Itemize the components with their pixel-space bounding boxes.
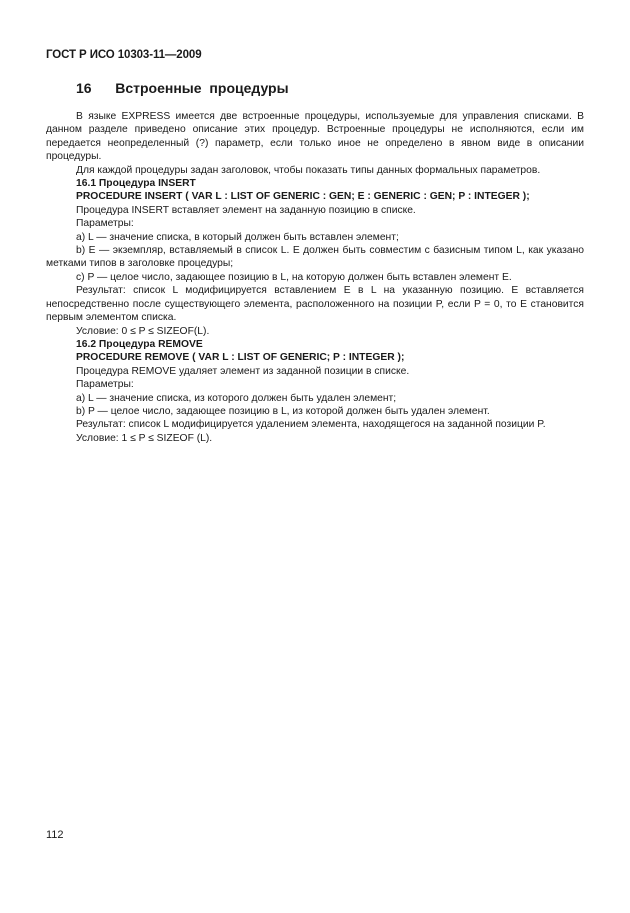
insert-result: Результат: список L модифицируется вставлением E в L на указанную позицию. E вставляется непосредственно после существующего элемента, расположенного на позиции P, если P = 0, то E становится первым элементом списка. xyxy=(46,285,584,324)
document-body xyxy=(46,110,584,445)
section-number: 16 xyxy=(76,80,92,96)
section-title xyxy=(76,80,289,96)
document-header: ГОСТ Р ИСО 10303-11—2009 xyxy=(46,49,202,61)
insert-param-b: b) E — экземпляр, вставляемый в список L. E должен быть совместим с базисным типом L, как указано метками типов в заголовке процедуры; xyxy=(46,245,584,270)
remove-condition: Условие: 1 ≤ P ≤ SIZEOF (L). xyxy=(76,432,213,444)
insert-signature: PROCEDURE INSERT ( VAR L : LIST OF GENERIC : GEN; E : GENERIC : GEN; P : INTEGER ); xyxy=(76,191,530,203)
section-title-text: Встроенные процедуры xyxy=(115,80,289,96)
remove-result: Результат: список L модифицируется удалением элемента, находящегося на заданной позиции P. xyxy=(76,419,546,431)
remove-param-b: b) P — целое число, задающее позицию в L, из которой должен быть удален элемент. xyxy=(76,405,490,417)
remove-param-a: а) L — значение списка, из которого должен быть удален элемент; xyxy=(76,392,397,404)
remove-params-label: Параметры: xyxy=(76,379,134,391)
intro-paragraph-1: В языке EXPRESS имеется две встроенные процедуры, используемые для управления списками. В данном разделе приведено описание этих процедур. Встроенные процедуры не исполняются, если им передается неопределенный (?) параметр, если только иное не определено в явном виде в описании процедуры. xyxy=(46,111,584,163)
intro-paragraph-2: Для каждой процедуры задан заголовок, чтобы показать типы данных формальных параметров. xyxy=(76,164,541,176)
insert-params-label: Параметры: xyxy=(76,218,134,230)
insert-description: Процедура INSERT вставляет элемент на заданную позицию в списке. xyxy=(76,204,416,216)
remove-description: Процедура REMOVE удаляет элемент из заданной позиции в списке. xyxy=(76,365,410,377)
insert-param-c: с) P — целое число, задающее позицию в L, на которую должен быть вставлен элемент E. xyxy=(76,271,512,283)
remove-heading: 16.2 Процедура REMOVE xyxy=(76,338,203,350)
insert-param-a: а) L — значение списка, в который должен быть вставлен элемент; xyxy=(76,231,399,243)
page-number: 112 xyxy=(46,829,64,841)
remove-signature: PROCEDURE REMOVE ( VAR L : LIST OF GENERIC; P : INTEGER ); xyxy=(76,352,405,364)
insert-heading: 16.1 Процедура INSERT xyxy=(76,178,196,190)
insert-condition: Условие: 0 ≤ P ≤ SIZEOF(L). xyxy=(76,325,210,337)
